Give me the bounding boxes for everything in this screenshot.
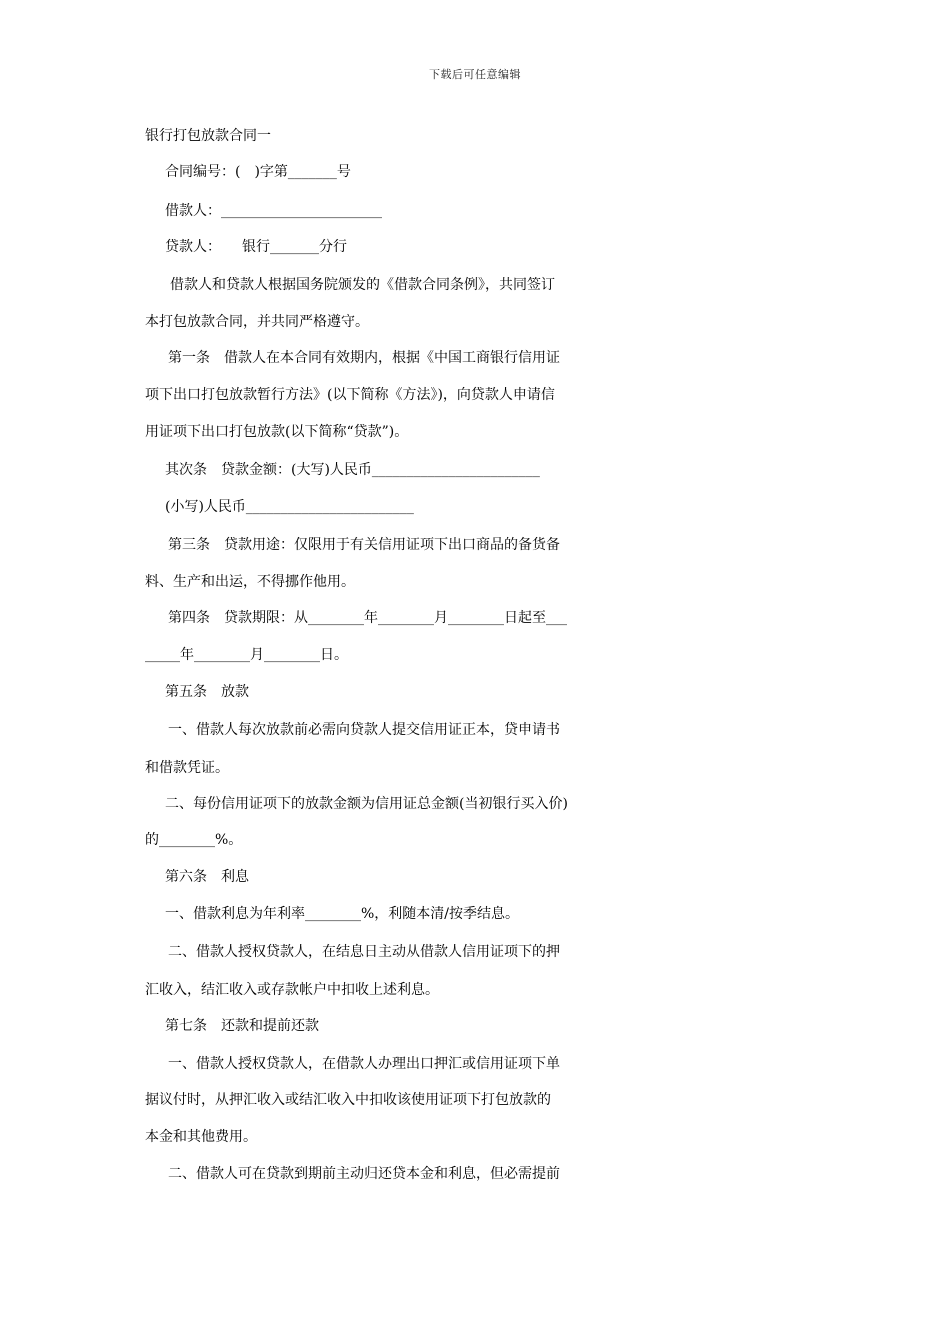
paragraph-line: 借款人和贷款人根据国务院颁发的《借款合同条例》，共同签订 [170, 277, 555, 293]
section-heading: 第五条 放款 [165, 684, 249, 700]
paragraph-line: 料、生产和出运，不得挪作他用。 [145, 574, 355, 590]
paragraph-line: _____年________月________日。 [145, 647, 348, 663]
paragraph-line: 本金和其他费用。 [145, 1129, 257, 1145]
paragraph-line: 第一条 借款人在本合同有效期内，根据《中国工商银行信用证 [168, 350, 560, 366]
paragraph-line: (小写)人民币________________________ [165, 499, 414, 515]
paragraph-line: 其次条 贷款金额：(大写)人民币________________________ [165, 462, 540, 478]
paragraph-line: 项下出口打包放款暂行方法》(以下简称《方法》)，向贷款人申请信 [145, 387, 555, 403]
paragraph-line: 一、借款人授权贷款人，在借款人办理出口押汇或信用证项下单 [168, 1056, 560, 1072]
paragraph-line: 本打包放款合同，并共同严格遵守。 [145, 314, 369, 330]
paragraph-line: 据议付时，从押汇收入或结汇收入中扣收该使用证项下打包放款的 [145, 1092, 551, 1108]
paragraph-line: 的________%。 [145, 832, 243, 848]
section-heading: 第七条 还款和提前还款 [165, 1018, 319, 1034]
paragraph-line: 二、每份信用证项下的放款金额为信用证总金额(当初银行买入价) [165, 796, 568, 812]
lender-line: 贷款人： 银行_______分行 [165, 239, 347, 255]
contract-title: 银行打包放款合同一 [145, 128, 271, 144]
paragraph-line: 汇收入，结汇收入或存款帐户中扣收上述利息。 [145, 982, 439, 998]
paragraph-line: 用证项下出口打包放款(以下简称“贷款”)。 [145, 424, 409, 440]
borrower-line: 借款人：_______________________ [165, 203, 382, 219]
paragraph-line: 二、借款人可在贷款到期前主动归还贷本金和利息，但必需提前 [168, 1166, 560, 1182]
paragraph-line: 一、借款利息为年利率________%，利随本清/按季结息。 [165, 906, 520, 922]
paragraph-line: 和借款凭证。 [145, 760, 229, 776]
paragraph-line: 第四条 贷款期限：从________年________月________日起至___ [168, 610, 567, 626]
header-note: 下载后可任意编辑 [429, 68, 521, 81]
paragraph-line: 二、借款人授权贷款人，在结息日主动从借款人信用证项下的押 [168, 944, 560, 960]
paragraph-line: 一、借款人每次放款前必需向贷款人提交信用证正本，贷申请书 [168, 722, 560, 738]
contract-number-line: 合同编号：( )字第_______号 [165, 164, 351, 180]
section-heading: 第六条 利息 [165, 869, 249, 885]
paragraph-line: 第三条 贷款用途：仅限用于有关信用证项下出口商品的备货备 [168, 537, 560, 553]
